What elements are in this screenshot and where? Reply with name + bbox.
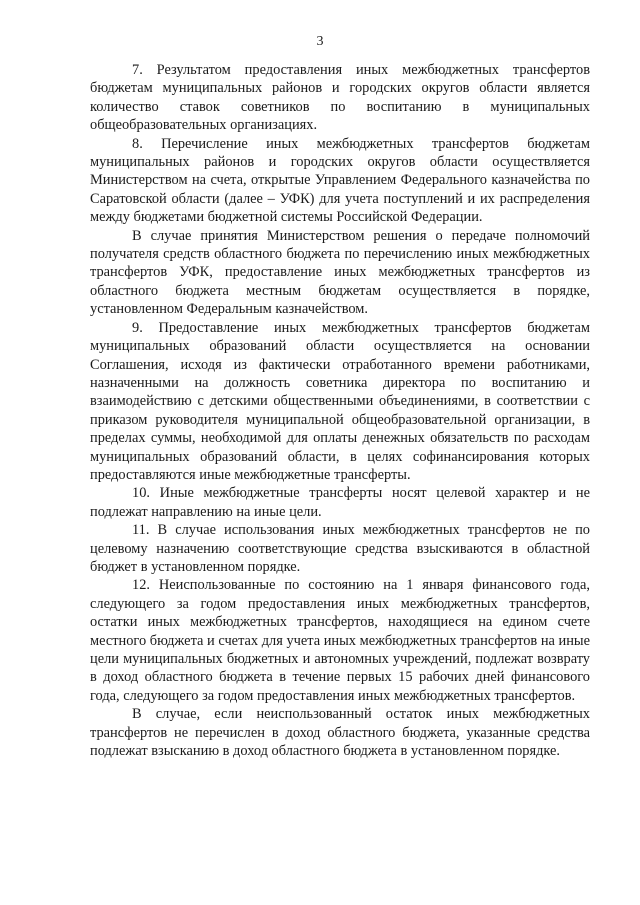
paragraph-11: 11. В случае использования иных межбюджетных трансфертов не по целевому назначению соответствующие средства взыскиваются в областной бюджет в установленном порядке. <box>90 522 590 575</box>
paragraph-7: 7. Результатом предоставления иных межбюджетных трансфертов бюджетам муниципальных районов и городских округов области является количество ставок советников по воспитанию в муниципальных общеобразовательных организациях. <box>90 62 590 134</box>
paragraph-12-continuation: В случае, если неиспользованный остаток иных межбюджетных трансфертов не перечислен в доход областного бюджета, указанные средства подлежат взысканию в доход областного бюджета в установленном порядке. <box>90 706 590 760</box>
paragraph-10: 10. Иные межбюджетные трансферты носят целевой характер и не подлежат направлению на иные цели. <box>90 485 590 520</box>
paragraph-12: 12. Неиспользованные по состоянию на 1 января финансового года, следующего за годом предоставления иных межбюджетных трансфертов, остатки иных межбюджетных трансфертов, находящиеся на едином счете местного бюджета и счетах для учета иных межбюджетных трансфертов на иные цели муниципальных бюджетных и автономных учреждений, подлежат возврату в доход областного бюджета в течение первых 15 рабочих дней финансового года, следующего за годом предоставления иных межбюджетных трансфертов. <box>90 577 590 704</box>
paragraph-8: 8. Перечисление иных межбюджетных трансфертов бюджетам муниципальных районов и городских округов области осуществляется Министерством на счета, открытые Управлением Федерального казначейства по Саратовской области (далее – УФК) для учета поступлений и их распределения между бюджетами бюджетной системы Российской Федерации. <box>90 135 590 226</box>
page-number: 3 <box>316 34 324 49</box>
document-body <box>90 61 590 760</box>
paragraph-8-continuation: В случае принятия Министерством решения о передаче полномочий получателя средств областного бюджета по перечислению иных межбюджетных трансфертов УФК, предоставление иных межбюджетных трансфертов из областного бюджета местным бюджетам осуществляется в порядке, установленном Федеральным казначейством. <box>90 227 590 318</box>
paragraph-9: 9. Предоставление иных межбюджетных трансфертов бюджетам муниципальных образований области осуществляется на основании Соглашения, исходя из фактически отработанного времени работниками, назначенными на должность советника директора по воспитанию и взаимодействию с детскими общественными объединениями, в соответствии с приказом руководителя муниципальной общеобразовательной организации, в пределах суммы, необходимой для оплаты денежных обязательств по расходам муниципальных образований области, в целях софинансирования которых предоставляются иные межбюджетные трансферты. <box>90 319 590 483</box>
